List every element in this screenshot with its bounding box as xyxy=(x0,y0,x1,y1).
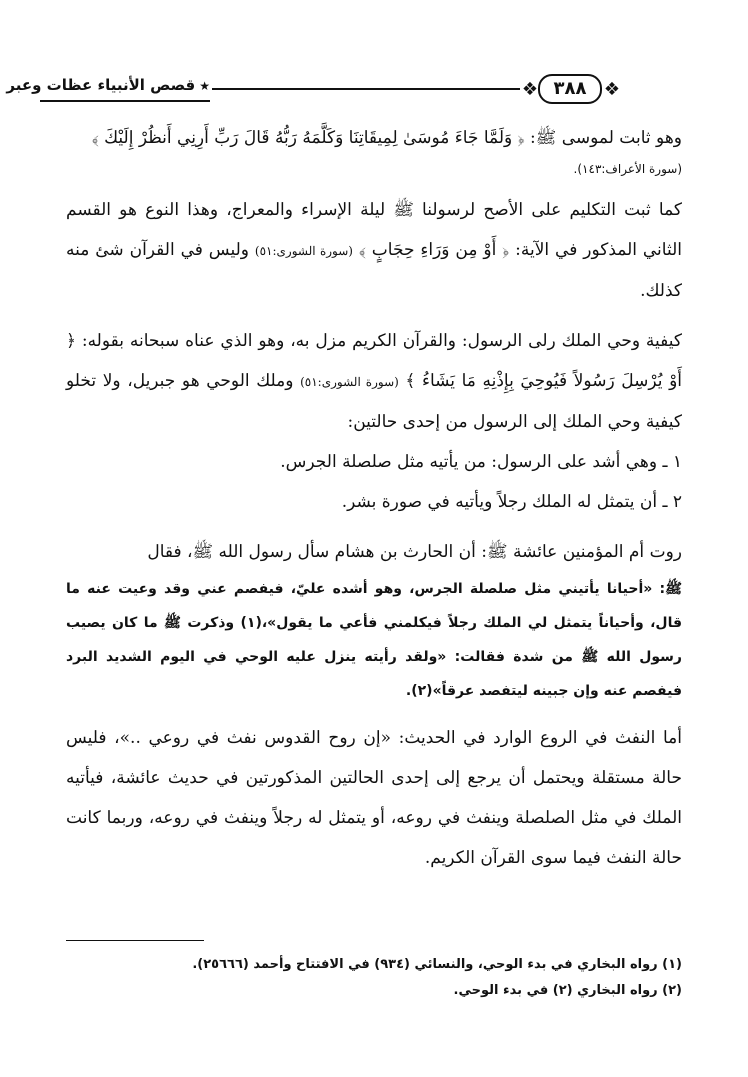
surah-reference: (سورة الأعراف:١٤٣). xyxy=(573,162,682,176)
surah-reference: (سورة الشورى:٥١) xyxy=(254,244,353,258)
ornament-icon: ❖ xyxy=(521,79,538,100)
running-title xyxy=(6,74,210,97)
paragraph-night-journey xyxy=(66,190,682,311)
paragraph-angel-revelation xyxy=(66,321,682,442)
star-icon: ★ xyxy=(199,79,210,93)
page-header xyxy=(6,70,708,118)
paragraph-text: وليس في القرآن شئ منه كذلك. xyxy=(66,240,682,301)
paragraph-text: وملك الوحي هو جبريل، ولا تخلو كيفية وحي الملك إلى الرسول من إحدى حالتين: xyxy=(66,371,682,432)
footnote: (٢) رواه البخاري (٢) في بدء الوحي. xyxy=(453,983,682,998)
paragraph-text: كما ثبت التكليم على الأصح لرسولنا ﷺ ليلة الإسراء والمعراج، وهذا النوع هو القسم الثاني المذكور في الآية: ﴿ أَوْ مِن وَرَاءِ حِجَابٍ ﴾ xyxy=(66,200,682,260)
page-number: ٣٨٨ xyxy=(538,74,602,104)
paragraph-nafth: أما النفث في الروع الوارد في الحديث: «إن روح القدوس نفث في روعي ..»، فليس حالة مستقلة ويحتمل أن يرجع إلى إحدى الحالتين المذكورتين في حديث عائشة، فيأتيه الملك في مثل الصلصلة وينفث في روعه، أو يتمثل له رجلاً وينفث في روعه، وربما كانت حالة النفث فيما سوى القرآن الكريم. xyxy=(66,728,682,868)
surah-reference: (سورة الشورى:٥١) xyxy=(300,375,399,389)
title-underline xyxy=(40,100,210,102)
header-rule xyxy=(212,88,520,90)
footnote-separator xyxy=(66,940,204,941)
list-item: ١ ـ وهي أشد على الرسول: من يأتيه مثل صلصلة الجرس. xyxy=(280,452,682,472)
hadith-text: ﷺ: «أحيانا يأتيني مثل صلصلة الجرس، وهو أشده عليّ، فيفصم عني وقد وعيت عنه ما قال، وأحياناً يتمثل لي الملك رجلاً فيكلمني فأعي ما يقول»،(١) وذكرت ﷺ ما كان يصيب رسول الله ﷺ من شدة فقالت: «ولقد رأيته ينزل عليه الوحي في اليوم الشديد البرد فيفصم عنه وإن جبينه ليتفصد عرقاً»(٢). xyxy=(66,581,682,699)
list-item: ٢ ـ أن يتمثل له الملك رجلاً ويأتيه في صورة بشر. xyxy=(341,492,682,512)
footnote: (١) رواه البخاري في بدء الوحي، والنسائي (٩٣٤) في الافتتاح وأحمد (٢٥٦٦٦). xyxy=(192,957,682,972)
book-title: قصص الأنبياء عظات وعبر xyxy=(6,76,196,94)
page-body xyxy=(66,118,682,878)
ornament-icon: ❖ xyxy=(603,79,620,100)
paragraph-aisha-narration: روت أم المؤمنين عائشة ﷺ: أن الحارث بن هشام سأل رسول الله ﷺ، فقال xyxy=(147,542,682,562)
footnotes xyxy=(66,952,682,1004)
paragraph-moses: وهو ثابت لموسى ﷺ: ﴿ وَلَمَّا جَاءَ مُوسَىٰ لِمِيقَاتِنَا وَكَلَّمَهُ رَبُّهُ قَالَ رَبِّ أَرِنِي أَنظُرْ إِلَيْكَ ﴾ xyxy=(91,128,682,148)
paragraph-text: كيفية وحي الملك رلى الرسول: والقرآن الكريم مزل به، وهو الذي عناه سبحانه بقوله: ﴿ أَوْ يُرْسِلَ رَسُولاً فَيُوحِيَ بِإِذْنِهِ مَا يَشَاءُ ﴾ xyxy=(66,331,683,391)
